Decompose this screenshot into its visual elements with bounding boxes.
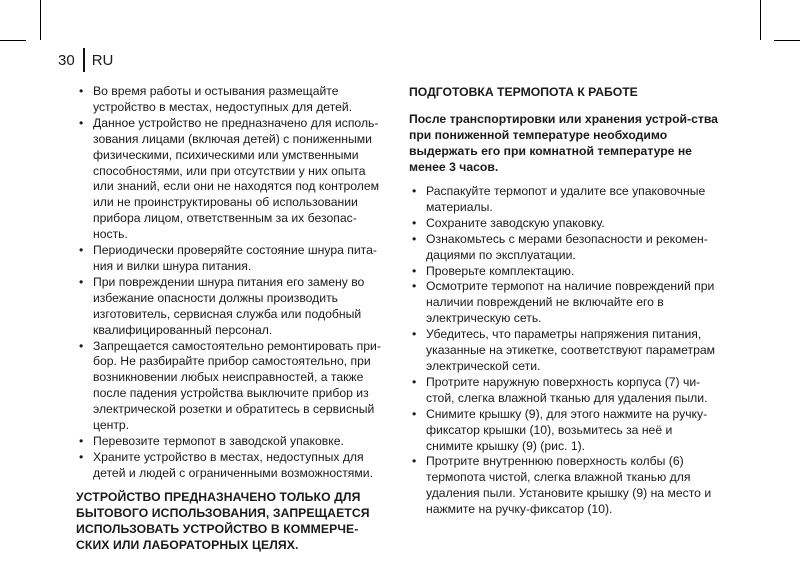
list-item: • Протрите наружную поверхность корпуса (7) чи-стой, слегка влажной тканью для удаления пыли. — [409, 375, 721, 407]
list-item: • При повреждении шнура питания его замену во избежание опасности должны производить изготовитель, сервисная служба или подобный квалифицированный персонал. — [76, 275, 388, 339]
list-item: • Убедитесь, что параметры напряжения питания, указанные на этикетке, соответствуют параметрам электрической сети. — [409, 327, 721, 375]
crop-mark-top-left — [0, 40, 26, 41]
left-column — [76, 84, 388, 553]
preparation-list — [409, 184, 721, 518]
right-column — [409, 84, 721, 518]
crop-mark-right — [760, 0, 761, 40]
page-header — [58, 46, 113, 74]
list-item: • Храните устройство в местах, недоступных для детей и людей с ограниченными возможностями. — [76, 450, 388, 482]
list-item: • Данное устройство не предназначено для исполь-зования лицами (включая детей) с пониженными физическими, психическими или умственными способностями, или при отсутствии у них опыта или знаний, если они не находятся под контролем или не проинструктированы об использовании прибора лицом, ответственным за их безопас-ность. — [76, 116, 388, 243]
list-item: • Запрещается самостоятельно ремонтировать при-бор. Не разбирайте прибор самостоятельно, при возникновении любых неисправностей, а также после падения устройства выключите прибор из электрической розетки и обратитесь в сервисный центр. — [76, 339, 388, 434]
language-code: RU — [91, 51, 114, 69]
list-item: • Периодически проверяйте состояние шнура пита-ния и вилки шнура питания. — [76, 243, 388, 275]
list-item: • Сохраните заводскую упаковку. — [409, 216, 721, 232]
list-item: • Протрите внутреннюю поверхность колбы (6) термопота чистой, слегка влажной тканью для удаления пыли. Установите крышку (9) на место и нажмите на ручку-фиксатор (10). — [409, 454, 721, 518]
crop-mark-top-right — [774, 40, 800, 41]
section-intro: После транспортировки или хранения устрой-ства при пониженной температуре необходимо выдержать его при комнатной температуре не менее 3 часов. — [409, 112, 718, 174]
list-item: • Ознакомьтесь с мерами безопасности и рекомен-дациями по эксплуатации. — [409, 232, 721, 264]
usage-warning: УСТРОЙСТВО ПРЕДНАЗНАЧЕНО ТОЛЬКО ДЛЯ БЫТОВОГО ИСПОЛЬЗОВАНИЯ, ЗАПРЕЩАЕТСЯ ИСПОЛЬЗОВАТЬ УСТРОЙСТВО В КОММЕРЧЕ-СКИХ ИЛИ ЛАБОРАТОРНЫХ ЦЕЛЯХ. — [76, 489, 370, 552]
crop-mark-left — [40, 0, 41, 40]
list-item: • Перевозите термопот в заводской упаковке. — [76, 434, 388, 450]
list-item: • Проверьте комплектацию. — [409, 264, 721, 280]
list-item: • Осмотрите термопот на наличие повреждений при наличии повреждений не включайте его в электрическую сеть. — [409, 279, 721, 327]
list-item: • Снимите крышку (9), для этого нажмите на ручку-фиксатор крышки (10), возьмитесь за неё и снимите крышку (9) (рис. 1). — [409, 407, 721, 455]
header-divider — [83, 48, 85, 72]
safety-list — [76, 84, 388, 482]
list-item: • Во время работы и остывания размещайте устройство в местах, недоступных для детей. — [76, 84, 388, 116]
page-number: 30 — [58, 51, 75, 69]
list-item: • Распакуйте термопот и удалите все упаковочные материалы. — [409, 184, 721, 216]
section-title: ПОДГОТОВКА ТЕРМОПОТА К РАБОТЕ — [409, 85, 638, 99]
